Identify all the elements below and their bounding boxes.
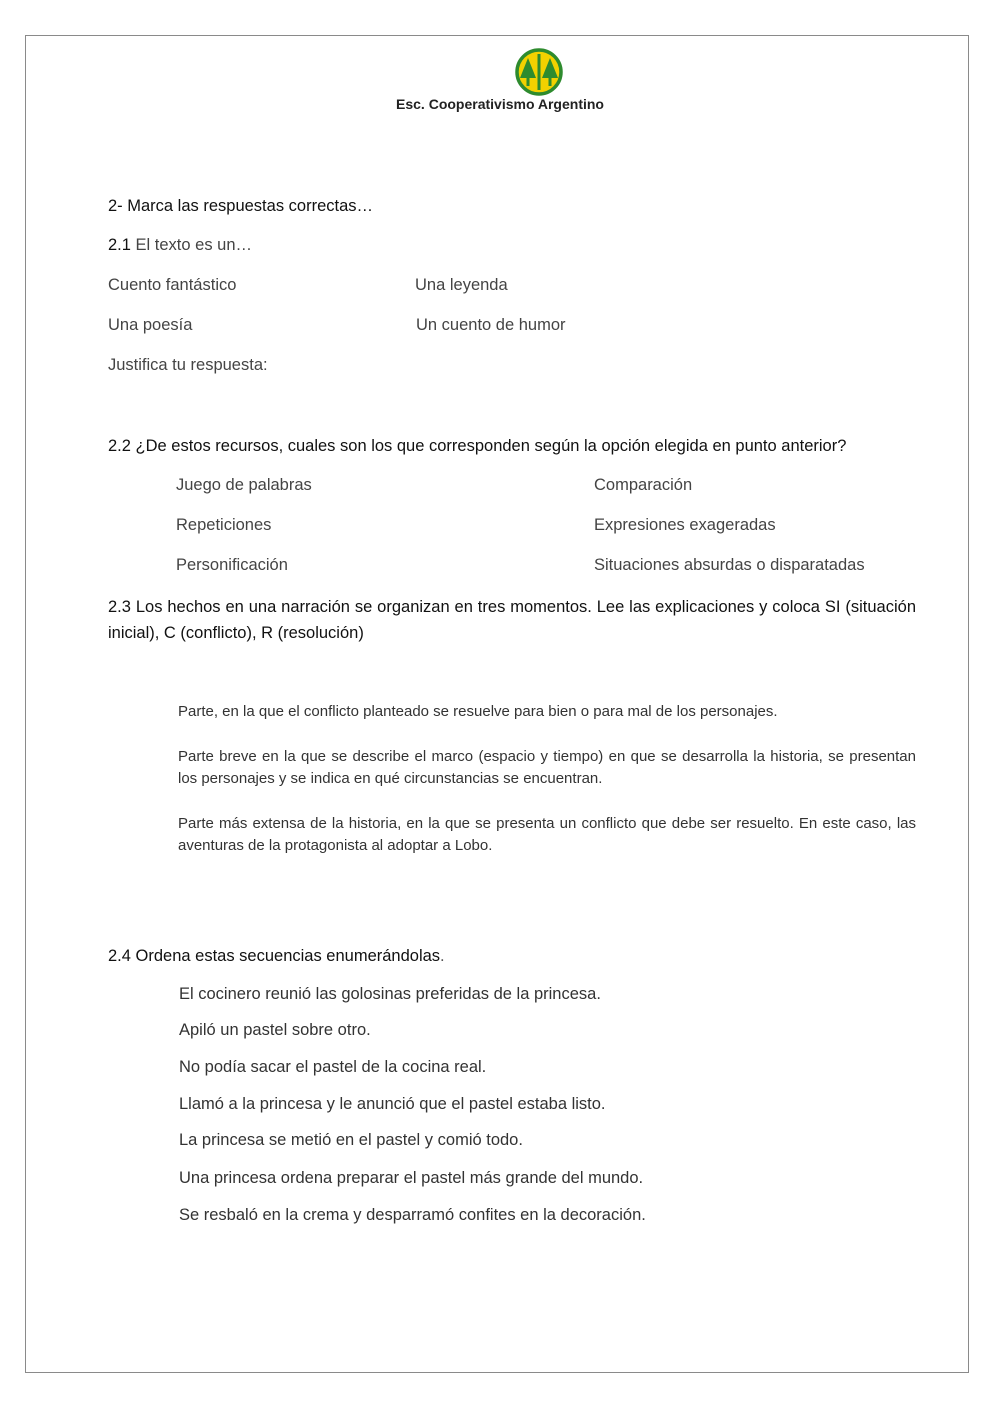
section-title: 2- Marca las respuestas correctas… [108,197,374,215]
resource-juego-de-palabras[interactable]: Juego de palabras [176,476,312,494]
resource-personificacion[interactable]: Personificación [176,556,288,574]
resource-situaciones-absurdas[interactable]: Situaciones absurdas o disparatadas [594,556,865,574]
question-number: 2.1 [108,236,131,254]
option-una-leyenda[interactable]: Una leyenda [415,276,508,294]
school-logo-icon [515,48,563,96]
sequence-item[interactable]: Una princesa ordena preparar el pastel más grande del mundo. [179,1169,644,1187]
option-cuento-de-humor[interactable]: Un cuento de humor [416,316,566,334]
resource-comparacion[interactable]: Comparación [594,476,693,494]
question-2-1 [108,236,252,255]
question-2-3-title: 2.3 Los hechos en una narración se organizan en tres momentos. Lee las explicaciones y coloca SI (situación inicial), C (conflicto), R (resolución) [108,598,916,642]
school-name: Esc. Cooperativismo Argentino [396,96,604,112]
sequence-item[interactable]: Llamó a la princesa y le anunció que el pastel estaba listo. [179,1095,606,1113]
narrative-part-initial: Parte breve en la que se describe el marco (espacio y tiempo) en que se desarrolla la historia, se presentan los personajes y se indica en qué circunstancias se encuentran. [178,748,916,787]
question-2-4-title-text: 2.4 Ordena estas secuencias enumerándolas [108,947,441,965]
narrative-part-conflict: Parte más extensa de la historia, en la que se presenta un conflicto que debe ser resuelto. En este caso, las aventuras de la protagonista al adoptar a Lobo. [178,815,916,854]
narrative-part-resolution: Parte, en la que el conflicto planteado se resuelve para bien o para mal de los personajes. [178,703,778,720]
sequence-item[interactable]: Apiló un pastel sobre otro. [179,1021,371,1039]
sequence-item[interactable]: El cocinero reunió las golosinas preferidas de la princesa. [179,985,601,1003]
option-cuento-fantastico[interactable]: Cuento fantástico [108,276,237,294]
sequence-item[interactable]: La princesa se metió en el pastel y comió todo. [179,1131,523,1149]
question-prompt: El texto es un… [135,236,253,254]
sequence-item[interactable]: Se resbaló en la crema y desparramó confites en la decoración. [179,1206,646,1224]
question-2-4-title-end: . [440,947,445,965]
option-una-poesia[interactable]: Una poesía [108,316,193,334]
justify-label: Justifica tu respuesta: [108,356,268,374]
question-2-2-title: 2.2 ¿De estos recursos, cuales son los que corresponden según la opción elegida en punto anterior? [108,437,847,455]
question-2-4-title [108,947,445,966]
sequence-item[interactable]: No podía sacar el pastel de la cocina real. [179,1058,487,1076]
resource-repeticiones[interactable]: Repeticiones [176,516,272,534]
resource-expresiones-exageradas[interactable]: Expresiones exageradas [594,516,776,534]
